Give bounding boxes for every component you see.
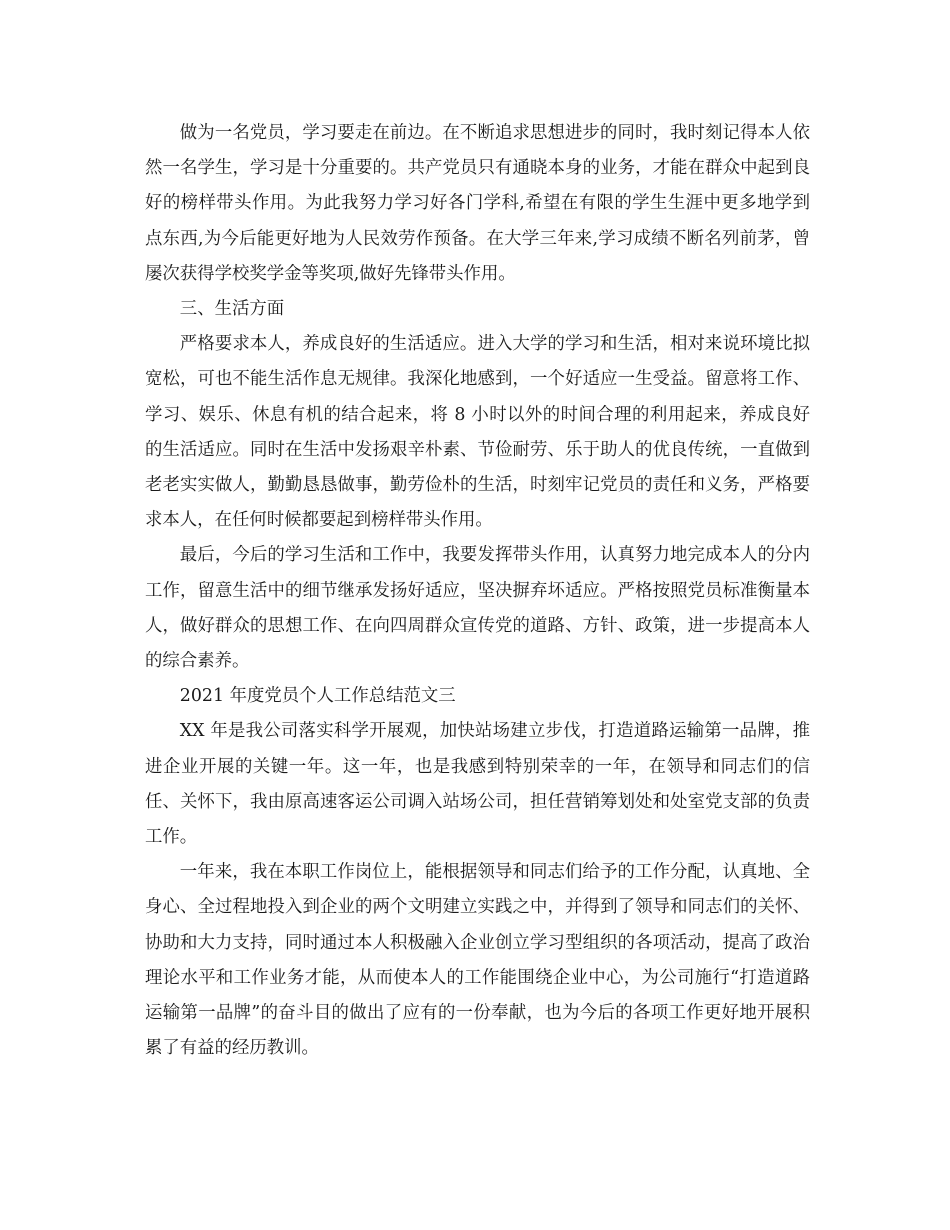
paragraph-year-work: 一年来，我在本职工作岗位上，能根据领导和同志们给予的工作分配，认真地、全身心、全过程地投入到企业的两个文明建立实践之中，并得到了领导和同志们的关怀、协助和大力支持，同时通过本人积极融入企业创立学习型组织的各项活动，提高了政治理论水平和工作业务才能，从而使本人的工作能围绕企业中心，为公司施行“打造道路运输第一品牌”的奋斗目的做出了应有的一份奉献，也为今后的各项工作更好地开展积累了有益的经历教训。 (145, 862, 810, 1059)
sample-title: 2021 年度党员个人工作总结范文三 (179, 686, 456, 707)
paragraph-conclusion: 最后，今后的学习生活和工作中，我要发挥带头作用，认真努力地完成本人的分内工作，留意生活中的细节继承发扬好适应，坚决摒弃坏适应。严格按照党员标准衡量本人，做好群众的思想工作、在向四周群众宣传党的道路、方针、政策，进一步提高本人的综合素养。 (145, 545, 810, 672)
document-body (145, 116, 810, 1066)
section-heading-life: 三、生活方面 (179, 299, 285, 320)
paragraph-company-year: XX 年是我公司落实科学开展观，加快站场建立步伐，打造道路运输第一品牌，推进企业开展的关键一年。这一年，也是我感到特别荣幸的一年，在领导和同志们的信任、关怀下，我由原高速客运公司调入站场公司，担任营销筹划处和处室党支部的负责工作。 (145, 721, 810, 848)
paragraph-study: 做为一名党员，学习要走在前边。在不断追求思想进步的同时，我时刻记得本人依然一名学生，学习是十分重要的。共产党员只有通晓本身的业务，才能在群众中起到良好的榜样带头作用。为此我努力学习好各门学科,希望在有限的学生生涯中更多地学到点东西,为今后能更好地为人民效劳作预备。在大学三年来,学习成绩不断名列前茅，曾屡次获得学校奖学金等奖项,做好先锋带头作用。 (145, 123, 810, 284)
paragraph-life: 严格要求本人，养成良好的生活适应。进入大学的学习和生活，相对来说环境比拟宽松，可也不能生活作息无规律。我深化地感到，一个好适应一生受益。留意将工作、学习、娱乐、休息有机的结合起来，将 8 小时以外的时间合理的利用起来，养成良好的生活适应。同时在生活中发扬艰辛朴素、节俭耐劳、乐于助人的优良传统，一直做到老老实实做人，勤勤恳恳做事，勤劳俭朴的生活，时刻牢记党员的责任和义务，严格要求本人，在任何时候都要起到榜样带头作用。 (145, 334, 810, 531)
